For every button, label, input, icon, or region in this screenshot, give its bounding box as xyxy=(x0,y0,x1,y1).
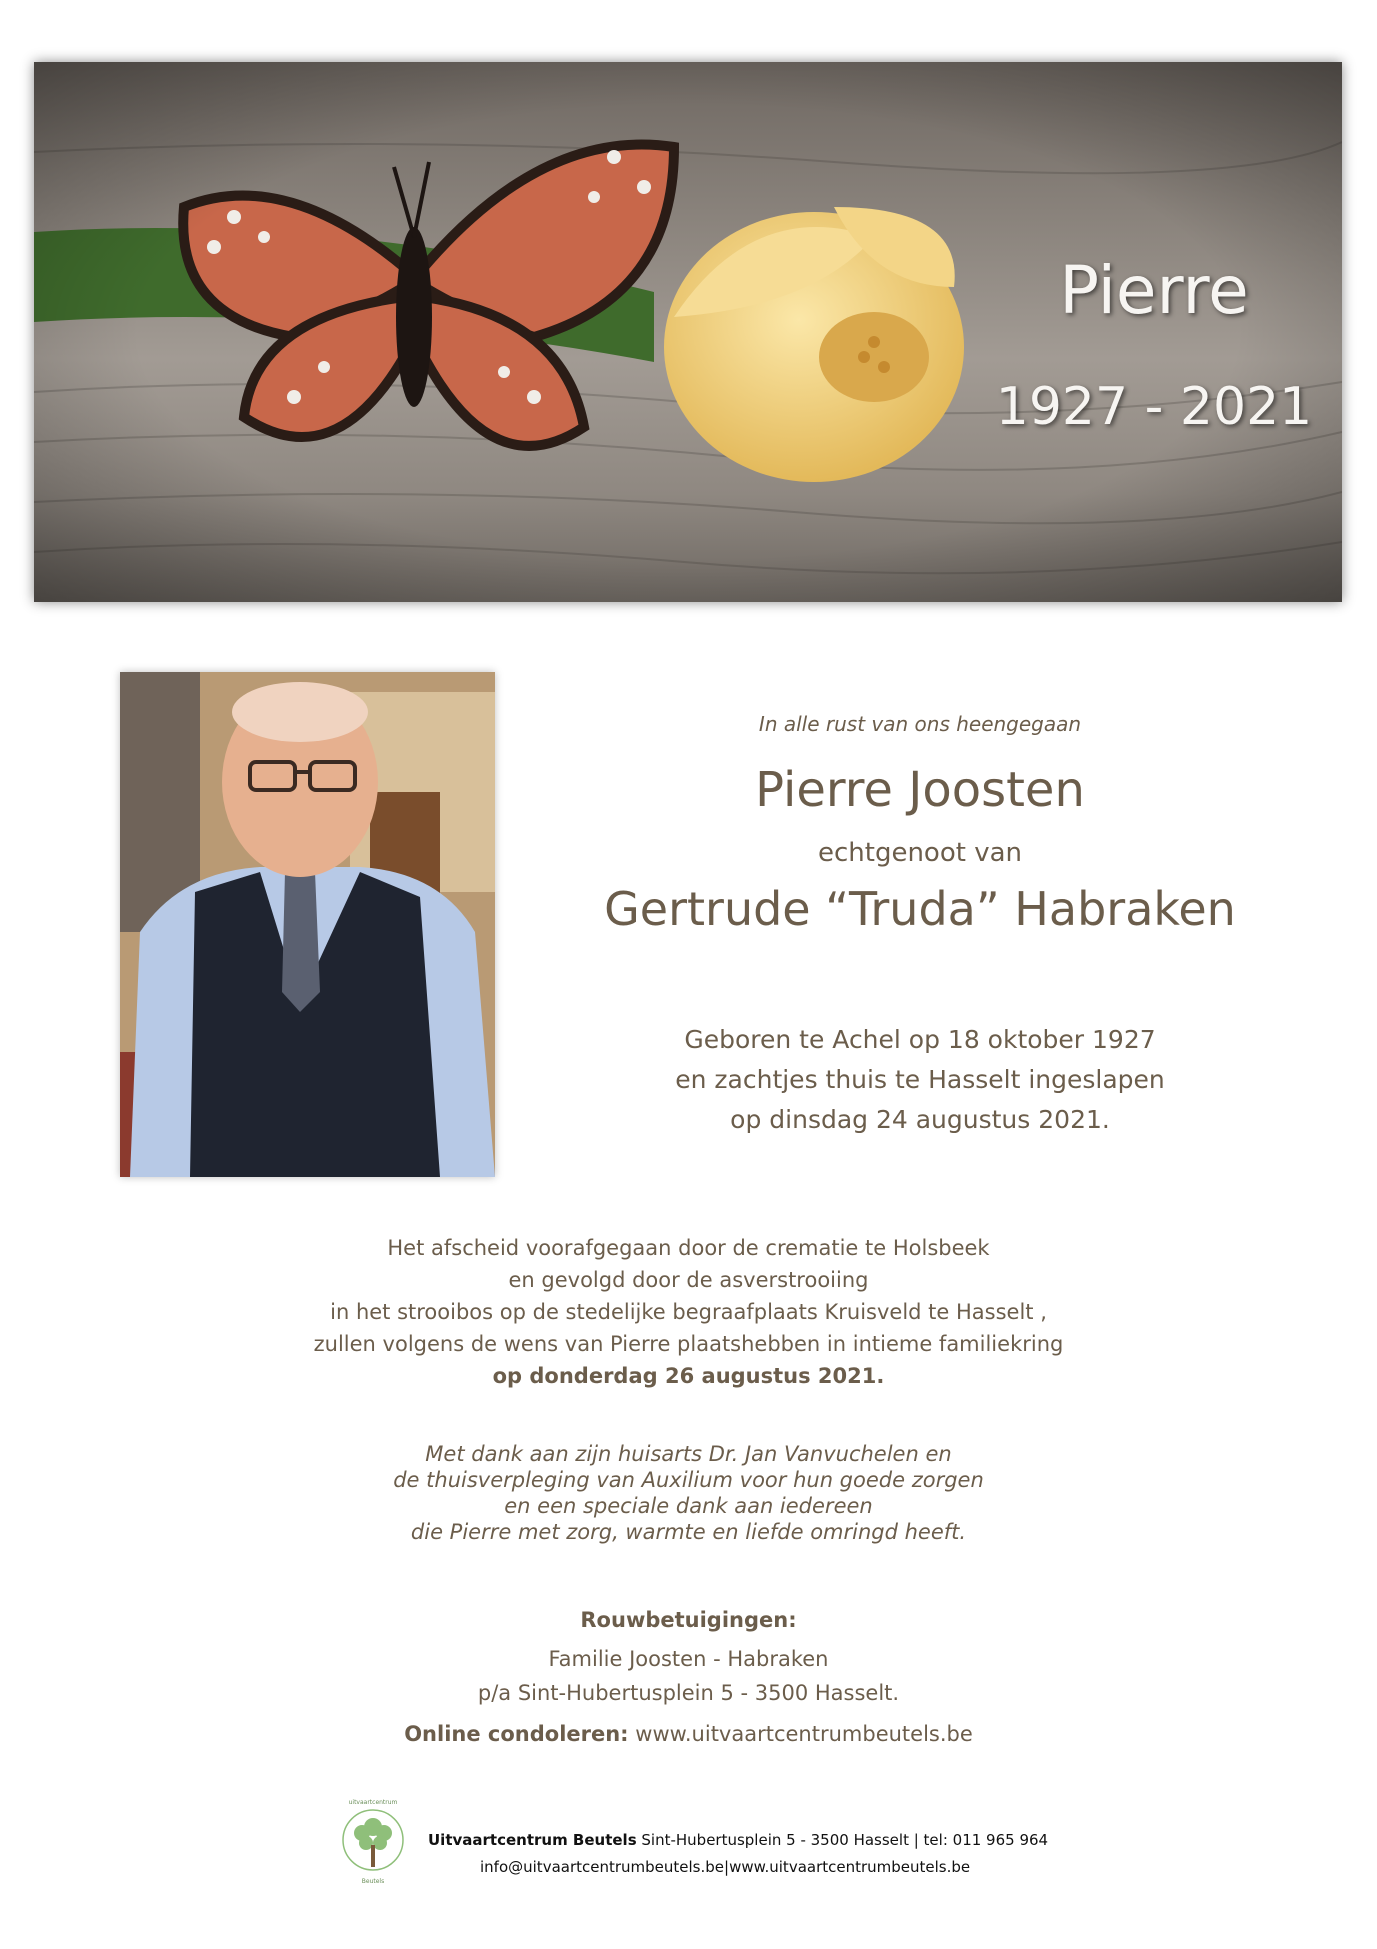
deceased-full-name: Pierre Joosten xyxy=(755,762,1085,818)
banner-image xyxy=(34,62,1342,602)
tree-logo-icon xyxy=(340,1795,406,1887)
thanks-line: die Pierre met zorg, warmte en liefde omringd heeft. xyxy=(410,1520,967,1544)
birth-line: en zachtjes thuis te Hasselt ingeslapen xyxy=(675,1065,1165,1094)
birth-line: op dinsdag 24 augustus 2021. xyxy=(730,1105,1110,1134)
spouse-name: Gertrude “Truda” Habraken xyxy=(604,882,1236,936)
spouse-of-label: echtgenoot van xyxy=(817,838,1022,868)
banner-illustration xyxy=(34,62,1342,602)
online-condolences-link[interactable]: www.uitvaartcentrumbeutels.be xyxy=(635,1722,973,1746)
ceremony-line: Het afscheid voorafgegaan door de crematie te Holsbeek xyxy=(387,1236,990,1260)
footer-contact[interactable]: info@uitvaartcentrumbeutels.be|www.uitvaartcentrumbeutels.be xyxy=(480,1858,971,1876)
online-condolences-label: Online condoleren: xyxy=(404,1722,629,1746)
thanks-line: en een speciale dank aan iedereen xyxy=(504,1494,873,1518)
logo-top-text: uitvaartcentrum xyxy=(348,1799,398,1806)
online-condolences xyxy=(230,1722,1147,1746)
thanks-line: Met dank aan zijn huisarts Dr. Jan Vanvuchelen en xyxy=(425,1442,952,1466)
ceremony-line: en gevolgd door de asverstrooiing xyxy=(508,1268,869,1292)
condolences-line: Familie Joosten - Habraken xyxy=(548,1647,829,1671)
condolences-title: Rouwbetuigingen: xyxy=(580,1608,797,1632)
thanks-line: de thuisverpleging van Auxilium voor hun goede zorgen xyxy=(393,1468,984,1492)
banner-years: 1927 - 2021 xyxy=(995,377,1313,437)
logo-bottom-text: Beutels xyxy=(361,1878,385,1885)
footer-line-1 xyxy=(428,1831,1048,1849)
footer-address: Sint-Hubertusplein 5 - 3500 Hasselt | tel: 011 965 964 xyxy=(636,1831,1049,1849)
portrait-illustration xyxy=(120,672,495,1177)
ceremony-line: in het strooibos op de stedelijke begraafplaats Kruisveld te Hasselt , xyxy=(330,1300,1047,1324)
intro-text: In alle rust van ons heengegaan xyxy=(758,712,1082,736)
footer-company: Uitvaartcentrum Beutels xyxy=(428,1831,637,1849)
birth-line: Geboren te Achel op 18 oktober 1927 xyxy=(684,1025,1156,1054)
banner-first-name: Pierre xyxy=(1059,252,1249,329)
condolences-line: p/a Sint-Hubertusplein 5 - 3500 Hasselt. xyxy=(477,1681,900,1705)
thanks-paragraph xyxy=(230,1441,1147,1545)
condolences-address xyxy=(230,1642,1147,1710)
birth-paragraph xyxy=(620,1020,1220,1140)
portrait-photo xyxy=(120,672,495,1177)
ceremony-line: zullen volgens de wens van Pierre plaatshebben in intieme familiekring xyxy=(313,1332,1064,1356)
ceremony-date: op donderdag 26 augustus 2021. xyxy=(492,1364,885,1388)
ceremony-paragraph xyxy=(230,1232,1147,1392)
